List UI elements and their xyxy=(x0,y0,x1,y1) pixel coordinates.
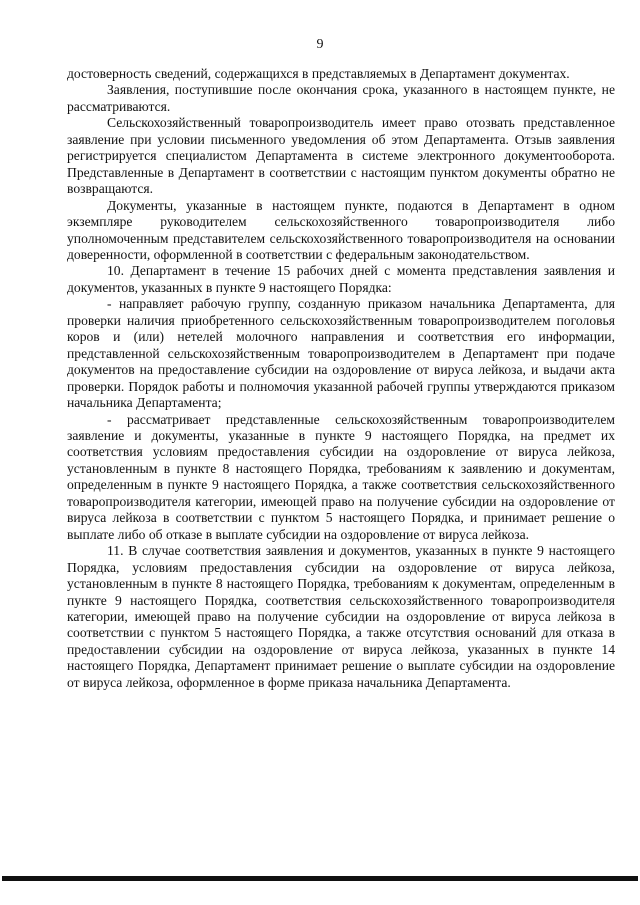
paragraph: 10. Департамент в течение 15 рабочих дней с момента представления заявления и документов, указанных в пункте 9 настоящего Порядка: xyxy=(67,263,615,295)
scan-bottom-border xyxy=(2,876,638,881)
paragraph: Сельскохозяйственный товаропроизводитель имеет право отозвать представленное заявление при условии письменного уведомления об этом Департамента. Отзыв заявления регистрируется специалистом Департамента в системе электронного документооборота. Представленные в Департамент в соответствии с настоящим пунктом документы обратно не возвращаются. xyxy=(67,115,615,197)
paragraph: - направляет рабочую группу, созданную приказом начальника Департамента, для проверки наличия приобретенного сельскохозяйственным товаропроизводителем поголовья коров и (или) нетелей молочного направления и соответствия его информации, представленной сельскохозяйственным товаропроизводителем в Департамент при подаче документов на предоставление субсидии на оздоровление от вируса лейкоза, и выдачи акта проверки. Порядок работы и полномочия указанной рабочей группы утверждаются приказом начальника Департамента; xyxy=(67,296,615,411)
document-body xyxy=(67,66,615,691)
paragraph: Заявления, поступившие после окончания срока, указанного в настоящем пункте, не рассматриваются. xyxy=(67,82,615,114)
paragraph: 11. В случае соответствия заявления и документов, указанных в пункте 9 настоящего Порядка, условиям предоставления субсидии на оздоровление от вируса лейкоза, установленным в пункте 8 настоящего Порядка, требованиям к документам, определенным в пункте 9 настоящего Порядка, соответствия сельскохозяйственного товаропроизводителя категории, имеющей право на получение субсидии на оздоровление от вируса лейкоза в соответствии с пунктом 5 настоящего Порядка, а также отсутствия оснований для отказа в предоставлении субсидии на оздоровление от вируса лейкоза, указанных в пункте 14 настоящего Порядка, Департамент принимает решение о выплате субсидии на оздоровление от вируса лейкоза, оформленное в форме приказа начальника Департамента. xyxy=(67,543,615,690)
page-number: 9 xyxy=(316,37,324,52)
paragraph: - рассматривает представленные сельскохозяйственным товаропроизводителем заявление и документы, указанные в пункте 9 настоящего Порядка, на предмет их соответствия условиям предоставления субсидии на оздоровление от вируса лейкоза, установленным в пункте 8 настоящего Порядка, требованиям к заявлению и документам, определенным в пункте 9 настоящего Порядка, а также соответствия сельскохозяйственного товаропроизводителя категории, имеющей право на получение субсидии на оздоровление от вируса лейкоза в соответствии с пунктом 5 настоящего Порядка, и принимает решение о выплате либо об отказе в выплате субсидии на оздоровление от вируса лейкоза. xyxy=(67,411,615,542)
paragraph: Документы, указанные в настоящем пункте, подаются в Департамент в одном экземпляре руководителем сельскохозяйственного товаропроизводителя либо уполномоченным представителем сельскохозяйственного товаропроизводителя на основании доверенности, оформленной в соответствии с федеральным законодательством. xyxy=(67,197,615,262)
paragraph: достоверность сведений, содержащихся в представляемых в Департамент документах. xyxy=(67,66,570,81)
